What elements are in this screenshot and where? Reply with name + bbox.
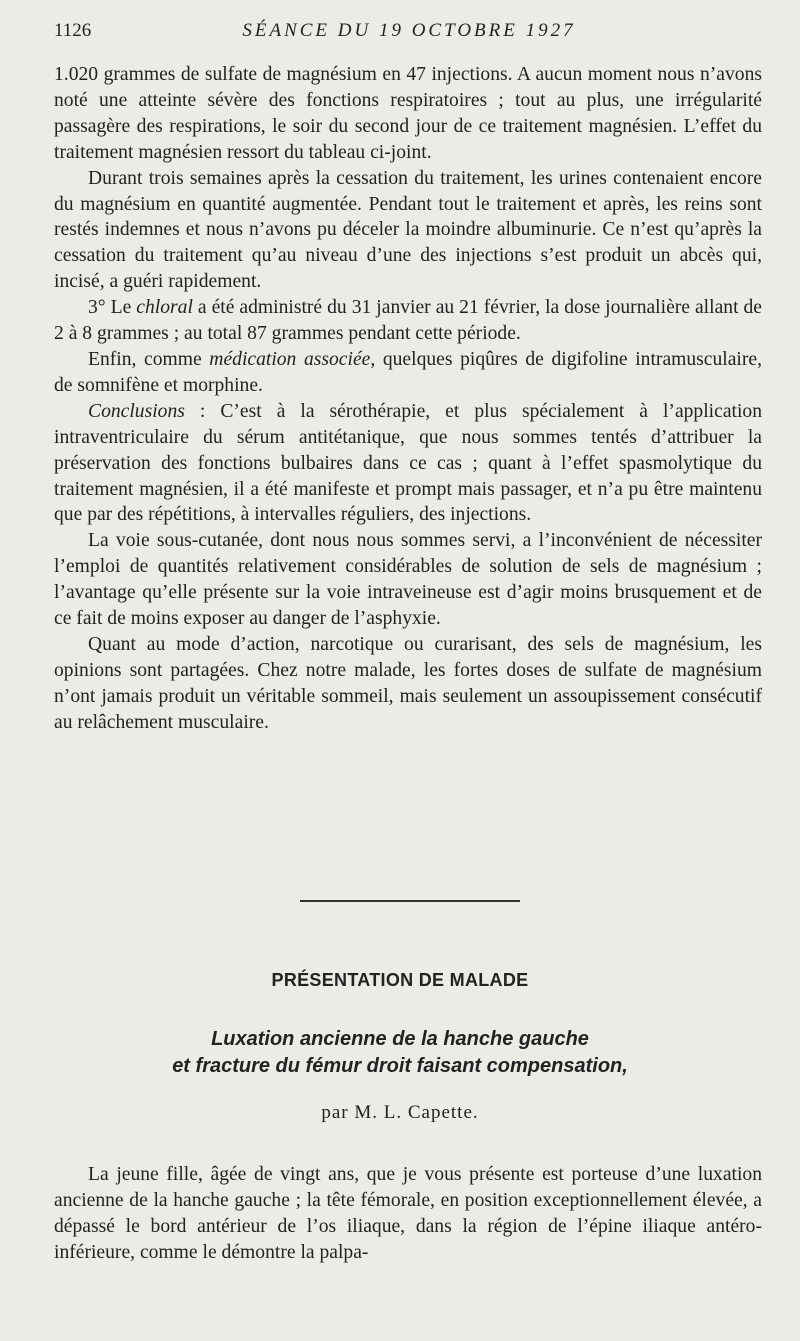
text: Enfin, comme (88, 348, 210, 370)
article-title-line-2: et fracture du fémur droit faisant compensation, (172, 1055, 628, 1077)
paragraph: La voie sous-cutanée, dont nous nous sommes servi, a l’inconvénient de nécessiter l’emploi de quantités relativement considérables de solution de sels de magnésium ; l’avantage qu’elle présente sur la voie intraveineuse est d’agir moins brusquement et de ce fait de moins exposer au danger de l’asphyxie. (54, 530, 762, 630)
article-title-line-1: Luxation ancienne de la hanche gauche (211, 1028, 589, 1050)
paragraph: La jeune fille, âgée de vingt ans, que je vous présente est porteuse d’une luxation ancienne de la hanche gauche ; la tête fémorale, en position exceptionnellement élevée, a dépassé le bord antérieur de l’os iliaque, dans la région de l’épine iliaque antéro-inférieure, comme le démontre la palpa- (54, 1164, 762, 1263)
text: , quelques piqûres de digifoline intramusculaire, de somnifène et morphine. (54, 348, 762, 396)
paragraph-medication (54, 347, 762, 399)
horizontal-rule (300, 900, 520, 902)
page-header (54, 20, 764, 46)
body-text (54, 62, 762, 736)
paragraph-chloral (54, 295, 762, 347)
paragraph: Durant trois semaines après la cessation du traitement, les urines contenaient encore du magnésium en quantité augmentée. Pendant tout le traitement et après, les reins sont restés indemnes et nous n’avons pu déceler la moindre albuminurie. Ce n’est qu’après la cessation du traitement qu’au niveau d’une des injections s’est produit un abcès qui, incisé, a guéri rapidement. (54, 167, 762, 293)
page-number: 1126 (54, 20, 92, 41)
running-title: SÉANCE DU 19 OCTOBRE 1927 (242, 20, 576, 41)
author-line: par M. L. Capette. (321, 1102, 479, 1123)
text: 3° Le (88, 297, 137, 319)
italic-term: médication associée (209, 348, 371, 370)
paragraph-conclusions (54, 399, 762, 529)
italic-term: Conclusions (88, 400, 185, 422)
paragraph: Quant au mode d’action, narcotique ou curarisant, des sels de magnésium, les opinions sont partagées. Chez notre malade, les fortes doses de sulfate de magnésium n’ont jamais produit un véritable sommeil, mais seulement un assoupissement consécutif au relâchement musculaire. (54, 633, 762, 733)
text: a été administré du 31 janvier au 21 février, la dose journalière allant de 2 à 8 grammes ; au total 87 grammes pendant cette période. (54, 297, 762, 345)
italic-term: chloral (136, 297, 193, 319)
body-text-2 (54, 1162, 762, 1266)
article-title (0, 1026, 800, 1080)
section-title: PRÉSENTATION DE MALADE (271, 970, 529, 990)
paragraph: 1.020 grammes de sulfate de magnésium en 47 injections. A aucun moment nous n’avons noté une atteinte sévère des fonctions respiratoires ; tout au plus, une irrégularité passagère des respirations, le soir du second jour de ce traitement magnésien. L’effet du traitement magnésien ressort du tableau ci-joint. (54, 64, 762, 163)
text: : C’est à la sérothérapie, et plus spécialement à l’application intraventriculaire du sérum antitétanique, que nous sommes tentés d’attribuer la préservation des fonctions bulbaires dans ce cas ; quant à l’effet spasmolytique du traitement magnésien, il a été manifeste et prompt mais passager, et n’a pu être maintenu que par des répétitions, à intervalles réguliers, des injections. (54, 400, 762, 526)
